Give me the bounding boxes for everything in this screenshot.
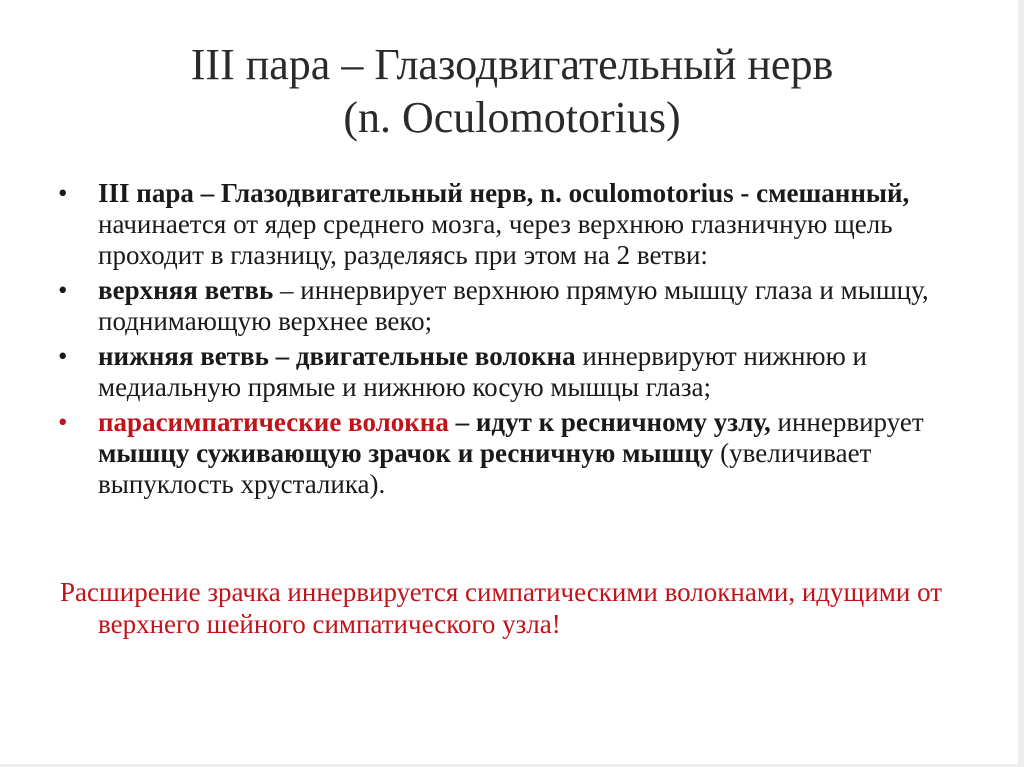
right-edge-divider	[1018, 0, 1024, 767]
bullet-2-bold: верхняя ветвь	[98, 275, 274, 305]
bullet-list	[58, 178, 968, 504]
bullet-4-text-1: иннервирует	[770, 407, 924, 437]
bullet-item-1	[58, 178, 968, 271]
title-line-1: III пара – Глазодвигательный нерв	[190, 40, 834, 89]
bullet-dot-icon: •	[58, 341, 68, 371]
bullet-dot-icon: •	[58, 178, 68, 208]
bullet-4-text-2: (увеличивает выпуклость хрусталика).	[98, 438, 872, 499]
footnote-red: Расширение зрачка иннервируется симпатическими волокнами, идущими от верхнего шейного симпатического узла!	[60, 577, 943, 639]
bullet-4-bold-1: – идут к ресничному узлу,	[448, 407, 771, 437]
bullet-item-2	[58, 275, 968, 337]
bullet-dot-icon: •	[58, 275, 68, 305]
slide-title	[0, 38, 1024, 144]
title-line-2: (n. Oculomotorius)	[343, 93, 681, 142]
bullet-3-text: иннервируют нижнюю и медиальную прямые и нижнюю косую мышцы глаза;	[98, 341, 867, 402]
bullet-1-bold: III пара – Глазодвигательный нерв, n. oculomotorius - смешанный,	[98, 178, 910, 208]
bullet-4-red-bold: парасимпатические волокна	[98, 407, 449, 437]
bullet-item-4	[58, 407, 968, 500]
bullet-dot-icon: •	[58, 407, 68, 437]
bullet-4-bold-2: мышцу суживающую зрачок и ресничную мышцу	[98, 438, 714, 468]
bullet-3-bold: нижняя ветвь – двигательные волокна	[98, 341, 576, 371]
bullet-2-text: – иннервирует верхнюю прямую мышцу глаза и мышцу, поднимающую верхнее веко;	[98, 275, 929, 336]
bullet-item-3	[58, 341, 968, 403]
bullet-1-text: начинается от ядер среднего мозга, через верхнюю глазничную щель проходит в глазницу, разделяясь при этом на 2 ветви:	[98, 209, 893, 270]
